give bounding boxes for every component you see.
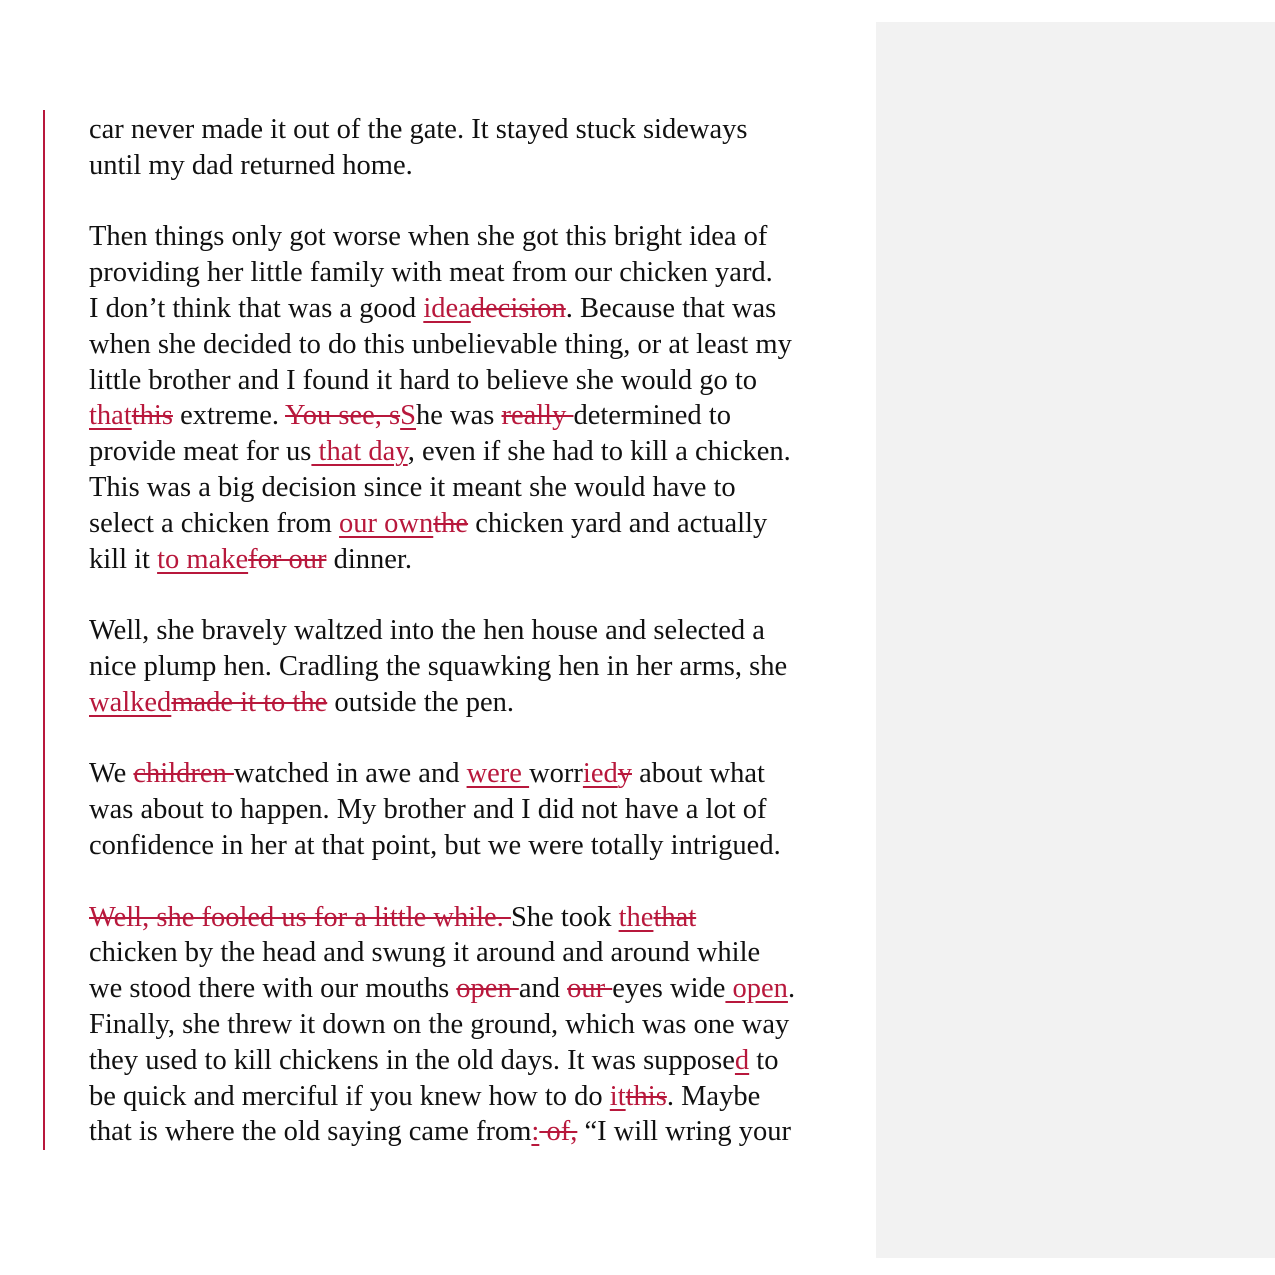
text-run: This was a big decision since it meant she would have to [89, 471, 736, 503]
text-line [89, 398, 874, 434]
text-run: “I will wring your [577, 1116, 792, 1148]
text-run: extreme. [172, 400, 286, 432]
text-run: , even if she had to kill a chicken. [407, 436, 791, 468]
text-line [89, 506, 874, 542]
text-run: It was suppose [567, 1044, 735, 1076]
text-run: confidence in her at that point, but we were totally intrigued. [89, 829, 781, 861]
text-line [89, 685, 874, 721]
deletion: made it to the [171, 686, 328, 718]
text-line [89, 470, 874, 506]
insertion: to make [157, 543, 249, 575]
text-run: I don’t think that was a good [89, 292, 424, 324]
text-line [89, 1114, 874, 1150]
text-run: eyes wide [612, 973, 726, 1005]
text-run: kill it [89, 543, 158, 575]
text-line [89, 935, 874, 971]
text-run: She took [510, 901, 619, 933]
insertion: d [734, 1044, 750, 1076]
text-line [89, 756, 874, 792]
paragraph [89, 756, 874, 863]
deletion: that [653, 901, 697, 933]
text-run: they used to kill chickens in the old days. [89, 1044, 568, 1076]
text-run: to [749, 1044, 779, 1076]
document-body[interactable] [89, 112, 874, 1186]
text-run: Because that was [580, 292, 777, 324]
text-run: about what [631, 758, 765, 790]
text-line [89, 363, 874, 399]
text-run: nice plump hen. [89, 650, 279, 682]
insertion: were [466, 758, 530, 790]
text-run: . [787, 973, 796, 1005]
text-run: . [565, 292, 581, 324]
text-line [89, 1043, 874, 1079]
insertion: that day [311, 436, 408, 468]
text-run: . [666, 1080, 682, 1112]
paragraph [89, 112, 874, 184]
text-run: when she decided to do this unbelievable thing, or at least my [89, 328, 792, 360]
insertion: it [609, 1080, 626, 1112]
deletion: You see, s [285, 400, 401, 432]
text-run: We [89, 758, 134, 790]
text-run: provide meat for us [89, 436, 312, 468]
insertion: idea [423, 292, 471, 324]
insertion: that [89, 400, 132, 432]
text-line [89, 434, 874, 470]
deletion: the [433, 507, 469, 539]
text-run: outside the pen. [327, 686, 515, 718]
text-run: be quick and merciful if you knew how to do [89, 1080, 610, 1112]
text-run: that is where the old saying came from [89, 1116, 532, 1148]
text-run: and [518, 973, 568, 1005]
text-line [89, 792, 874, 828]
deletion: Well, she fooled us for a little while. [89, 901, 511, 933]
insertion: open [725, 973, 788, 1005]
text-run: Finally, she threw it down on the ground, which was one way [89, 1008, 790, 1040]
insertion: ied [582, 758, 618, 790]
text-run: car never made it out of the gate. [89, 114, 472, 145]
text-line [89, 613, 874, 649]
deletion: of, [539, 1116, 578, 1148]
text-run: Then things only got worse when she got this bright idea of [89, 221, 768, 253]
deletion: children [133, 758, 234, 790]
text-line [89, 148, 874, 184]
text-run: worr [529, 758, 583, 790]
text-line [89, 291, 874, 327]
text-run: we stood there with our mouths [89, 973, 457, 1005]
text-run: until my dad returned home. [89, 149, 413, 181]
text-run: Maybe [681, 1080, 761, 1112]
text-run: My brother and I did not have a lot of [336, 794, 767, 826]
text-run: watched in awe and [233, 758, 467, 790]
deletion: this [131, 400, 173, 432]
paragraph [89, 613, 874, 720]
comments-pane [876, 22, 1275, 1258]
text-run: little brother and I found it hard to believe she would go to [89, 364, 758, 396]
text-line [89, 1007, 874, 1043]
text-run: providing her little family with meat from our chicken yard. [89, 257, 773, 289]
text-line [89, 219, 874, 255]
deletion: for our [248, 543, 327, 575]
text-line [89, 1079, 874, 1115]
text-run: chicken by the head and swung it around and around while [89, 937, 761, 969]
text-run: was about to happen. [89, 794, 337, 826]
deletion: decision [470, 292, 566, 324]
text-run: chicken yard and actually [468, 507, 768, 539]
text-run: Well, she bravely waltzed into the hen house and selected a [89, 615, 765, 647]
paragraph [89, 219, 874, 577]
text-line [89, 828, 874, 864]
text-run: select a chicken from [89, 507, 340, 539]
text-run: he was [415, 400, 502, 432]
text-line [89, 649, 874, 685]
text-line [89, 112, 874, 148]
deletion: this [625, 1080, 667, 1112]
deletion: y [617, 758, 632, 790]
deletion: our [567, 973, 613, 1005]
insertion: the [618, 901, 654, 933]
deletion: really [501, 400, 574, 432]
text-run: It stayed stuck sideways [471, 114, 748, 145]
deletion: open [456, 973, 519, 1005]
text-run: determined to [573, 400, 731, 432]
insertion: our own [339, 507, 434, 539]
insertion: : [531, 1116, 540, 1148]
text-line [89, 542, 874, 578]
text-run: dinner. [326, 543, 412, 575]
text-line [89, 255, 874, 291]
text-line [89, 900, 874, 936]
text-line [89, 971, 874, 1007]
text-run: Cradling the squawking hen in her arms, she [278, 650, 788, 682]
insertion: walked [89, 686, 172, 718]
insertion: S [400, 400, 416, 432]
paragraph [89, 900, 874, 1151]
change-bar [43, 110, 45, 1150]
text-line [89, 327, 874, 363]
